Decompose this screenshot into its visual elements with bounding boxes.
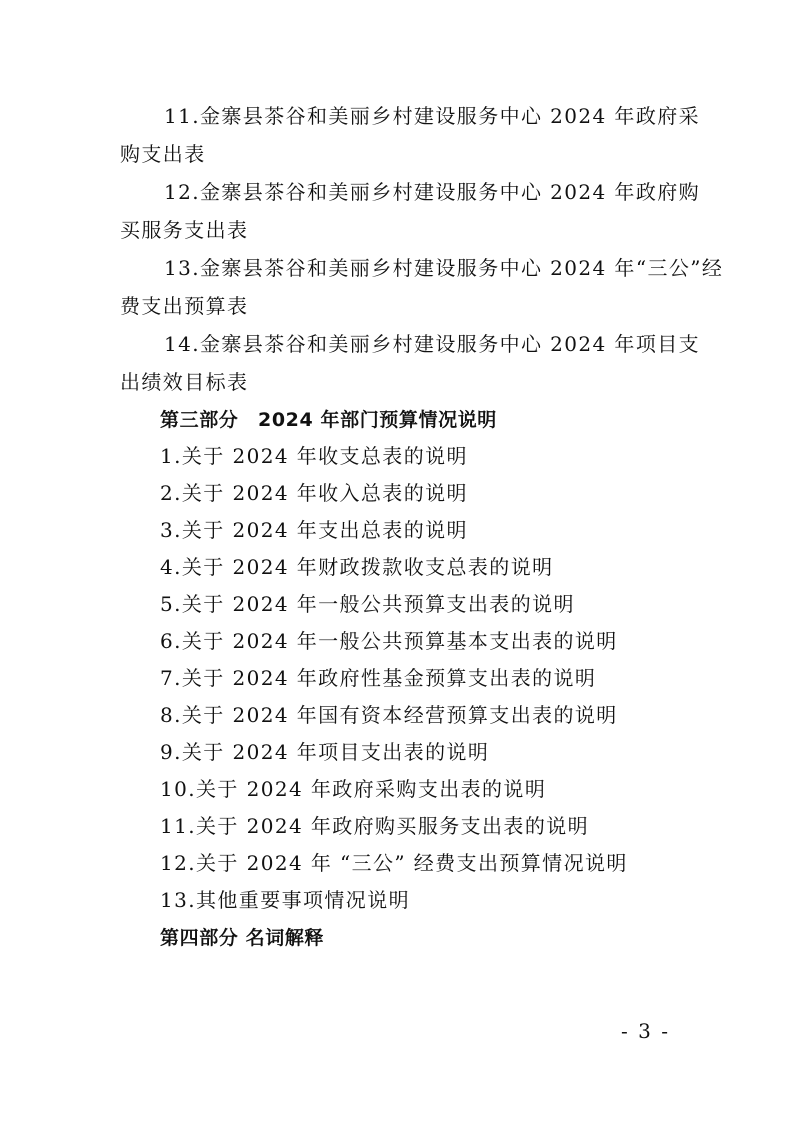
toc-item-14-line-1: 14.金寨县茶谷和美丽乡村建设服务中心 2024 年项目支 — [164, 332, 701, 356]
toc-subitem-3: 3.关于 2024 年支出总表的说明 — [160, 518, 468, 542]
toc-item-12-line-1: 12.金寨县茶谷和美丽乡村建设服务中心 2024 年政府购 — [164, 180, 701, 204]
page-number: - 3 - — [621, 1019, 670, 1043]
toc-item-12-line-2: 买服务支出表 — [120, 218, 249, 242]
toc-subitem-6: 6.关于 2024 年一般公共预算基本支出表的说明 — [160, 629, 618, 653]
toc-subitem-5: 5.关于 2024 年一般公共预算支出表的说明 — [160, 592, 575, 616]
section-heading-part-4: 第四部分 名词解释 — [160, 927, 325, 949]
toc-subitem-7: 7.关于 2024 年政府性基金预算支出表的说明 — [160, 666, 597, 690]
toc-item-11-line-2: 购支出表 — [120, 142, 206, 166]
toc-subitem-1: 1.关于 2024 年收支总表的说明 — [160, 444, 468, 468]
toc-item-13-line-1: 13.金寨县茶谷和美丽乡村建设服务中心 2024 年“三公”经 — [164, 256, 724, 280]
toc-subitem-9: 9.关于 2024 年项目支出表的说明 — [160, 740, 490, 764]
toc-subitem-4: 4.关于 2024 年财政拨款收支总表的说明 — [160, 555, 554, 579]
section-heading-part-3: 第三部分 2024 年部门预算情况说明 — [160, 409, 497, 431]
toc-item-13-line-2: 费支出预算表 — [120, 294, 249, 318]
toc-subitem-8: 8.关于 2024 年国有资本经营预算支出表的说明 — [160, 703, 618, 727]
toc-item-14-line-2: 出绩效目标表 — [120, 370, 249, 394]
toc-subitem-10: 10.关于 2024 年政府采购支出表的说明 — [160, 777, 547, 801]
toc-subitem-11: 11.关于 2024 年政府购买服务支出表的说明 — [160, 814, 590, 838]
toc-subitem-2: 2.关于 2024 年收入总表的说明 — [160, 481, 468, 505]
toc-subitem-12: 12.关于 2024 年 “三公” 经费支出预算情况说明 — [160, 851, 628, 875]
toc-item-11-line-1: 11.金寨县茶谷和美丽乡村建设服务中心 2024 年政府采 — [164, 104, 701, 128]
toc-subitem-13: 13.其他重要事项情况说明 — [160, 888, 411, 912]
